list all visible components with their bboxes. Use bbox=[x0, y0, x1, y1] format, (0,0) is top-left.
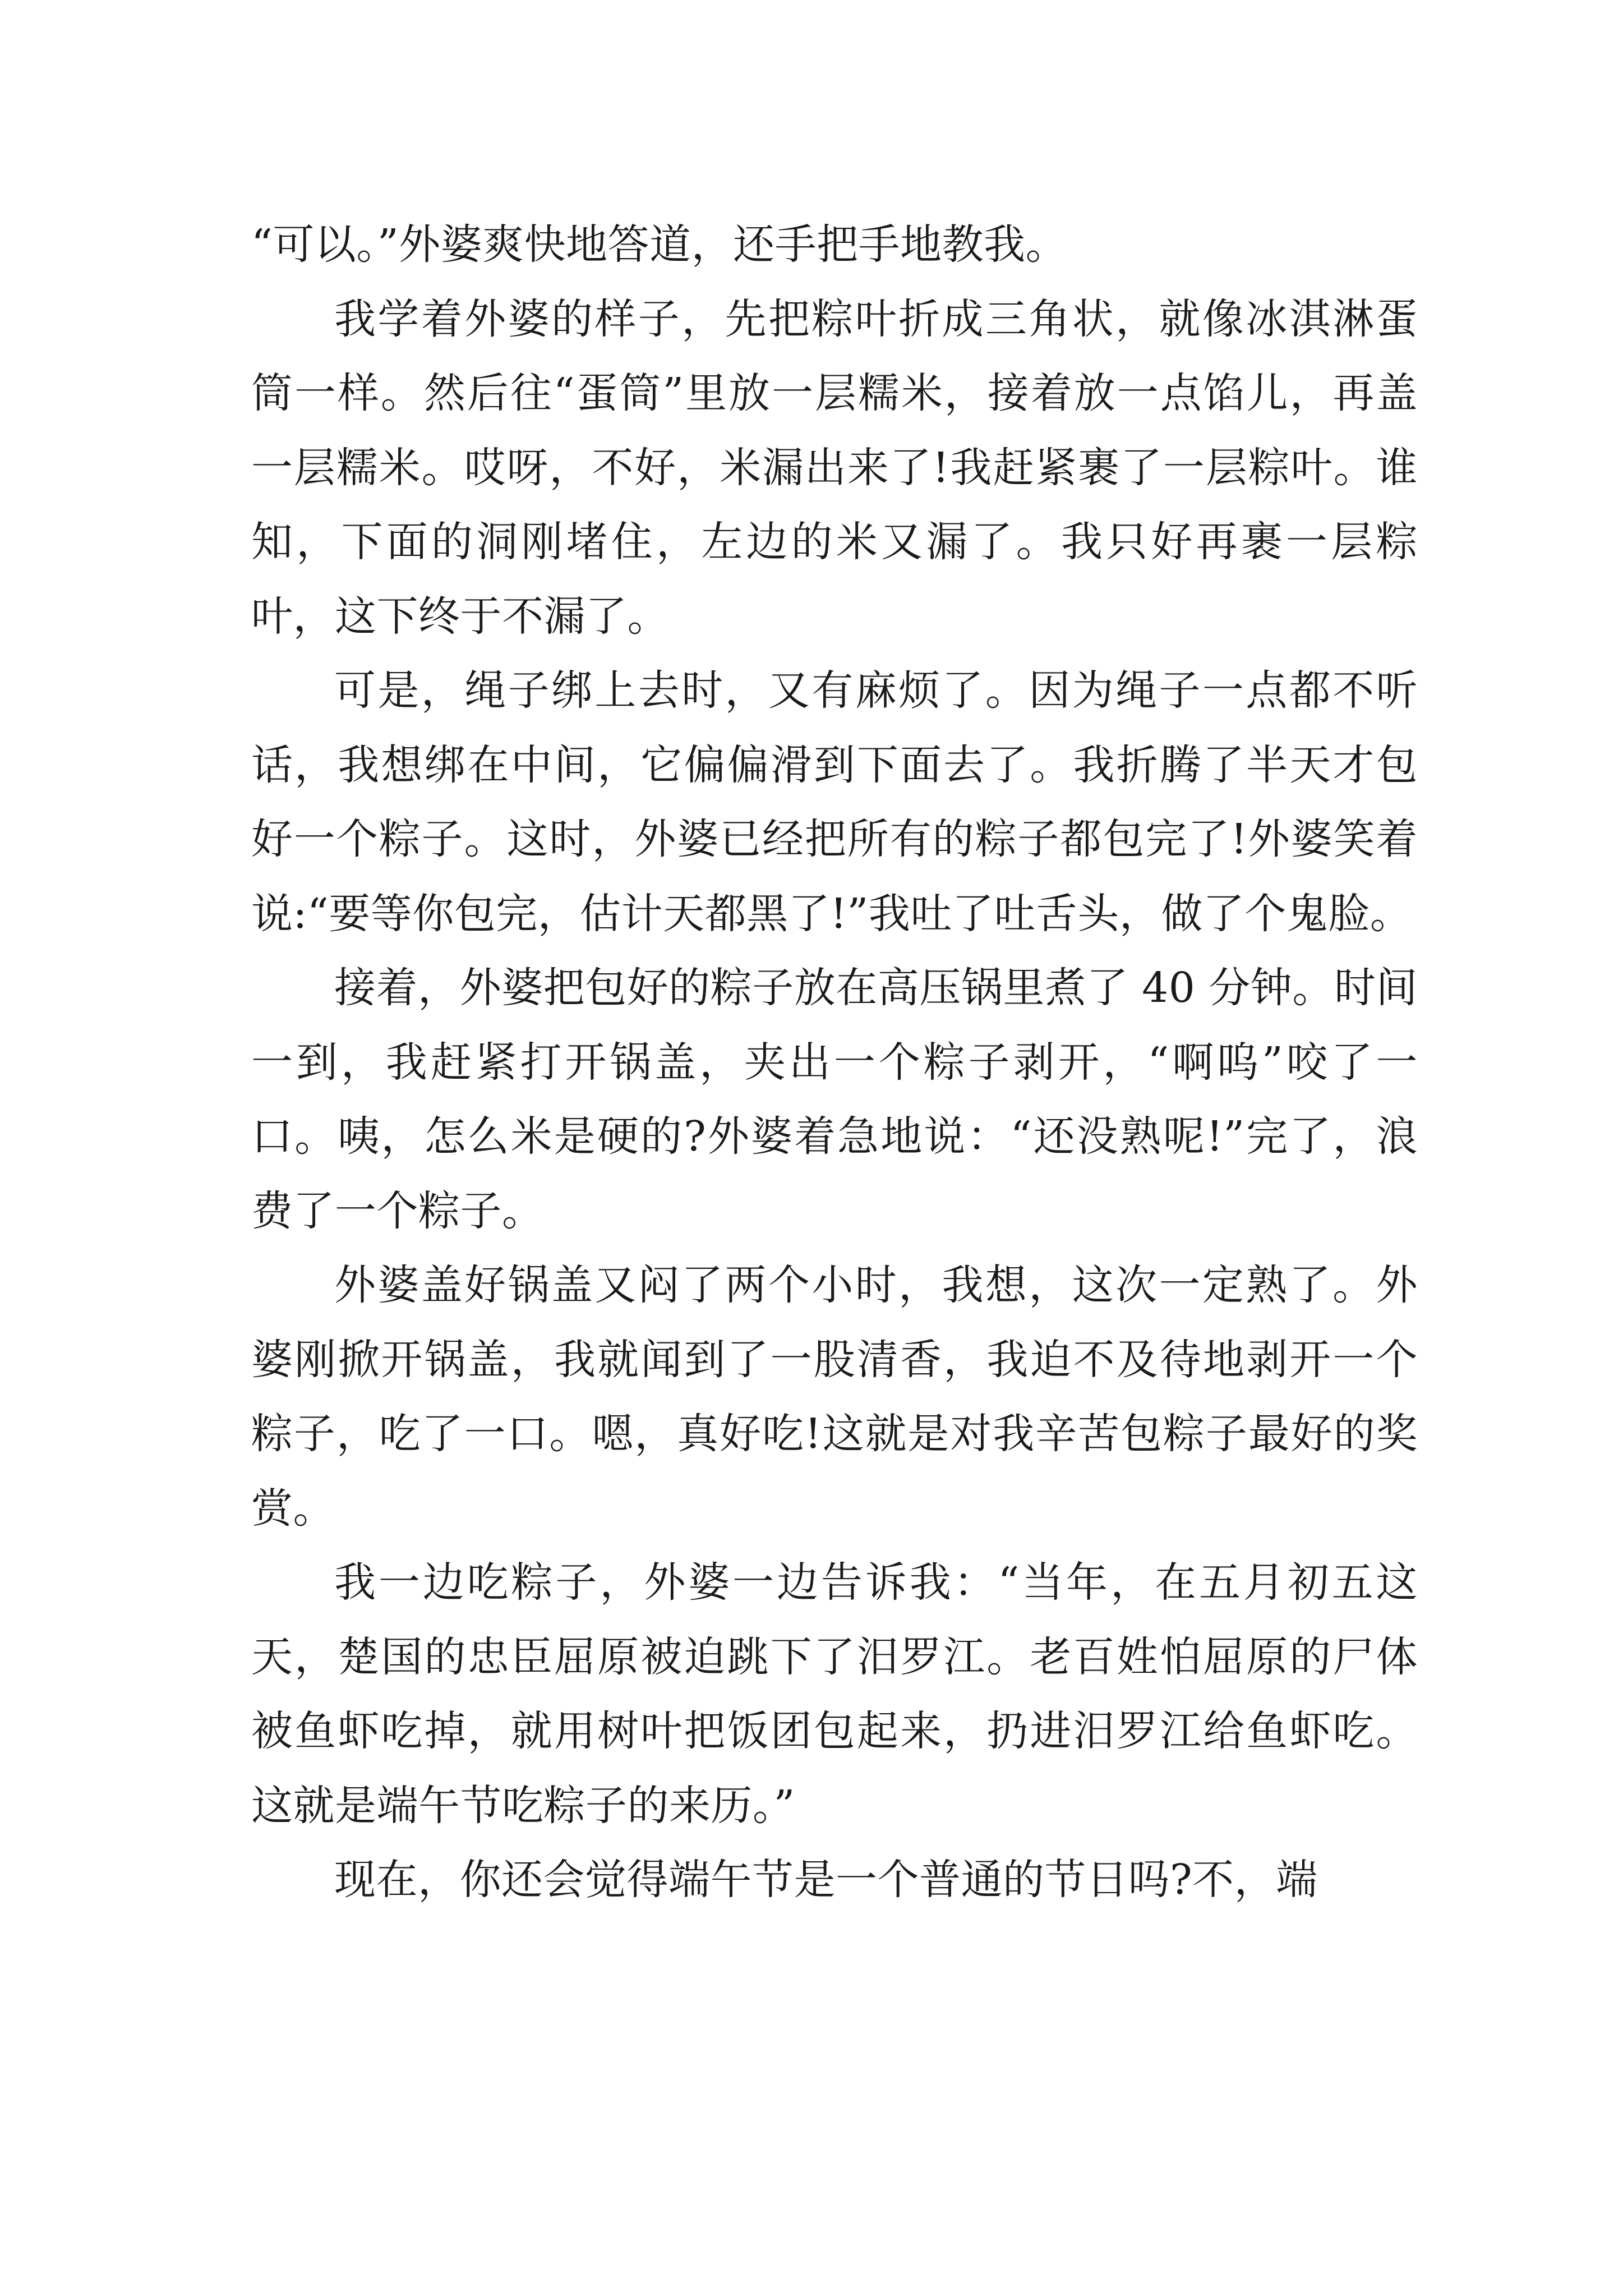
paragraph-3: 可是，绳子绑上去时，又有麻烦了。因为绳子一点都不听话，我想绑在中间，它偏偏滑到下面去了。我折腾了半天才包好一个粽子。这时，外婆已经把所有的粽子都包完了!外婆笑着说:“要等你包完，估计天都黑了!”我吐了吐舌头，做了个鬼脸。 bbox=[251, 666, 1418, 938]
body-text bbox=[251, 208, 1418, 1917]
paragraph-4: 接着，外婆把包好的粽子放在高压锅里煮了 40 分钟。时间一到，我赶紧打开锅盖，夹出一个粽子剥开，“啊呜”咬了一口。咦，怎么米是硬的?外婆着急地说：“还没熟呢!”完了，浪费了一个粽子。 bbox=[251, 964, 1418, 1235]
paragraph-1: “可以。”外婆爽快地答道，还手把手地教我。 bbox=[251, 220, 1068, 269]
paragraph-5: 外婆盖好锅盖又闷了两个小时，我想，这次一定熟了。外婆刚掀开锅盖，我就闻到了一股清香，我迫不及待地剥开一个粽子，吃了一口。嗯，真好吃!这就是对我辛苦包粽子最好的奖赏。 bbox=[251, 1261, 1418, 1533]
paragraph-2: 我学着外婆的样子，先把粽叶折成三角状，就像冰淇淋蛋筒一样。然后往“蛋筒”里放一层糯米，接着放一点馅儿，再盖一层糯米。哎呀，不好，米漏出来了!我赶紧裹了一层粽叶。谁知，下面的洞刚堵住，左边的米又漏了。我只好再裹一层粽叶，这下终于不漏了。 bbox=[251, 295, 1418, 641]
paragraph-6: 我一边吃粽子，外婆一边告诉我：“当年，在五月初五这天，楚国的忠臣屈原被迫跳下了汨罗江。老百姓怕屈原的尸体被鱼虾吃掉，就用树叶把饭团包起来，扔进汨罗江给鱼虾吃。这就是端午节吃粽子的来历。” bbox=[251, 1558, 1418, 1830]
paragraph-7: 现在，你还会觉得端午节是一个普通的节日吗?不，端 bbox=[334, 1856, 1318, 1904]
